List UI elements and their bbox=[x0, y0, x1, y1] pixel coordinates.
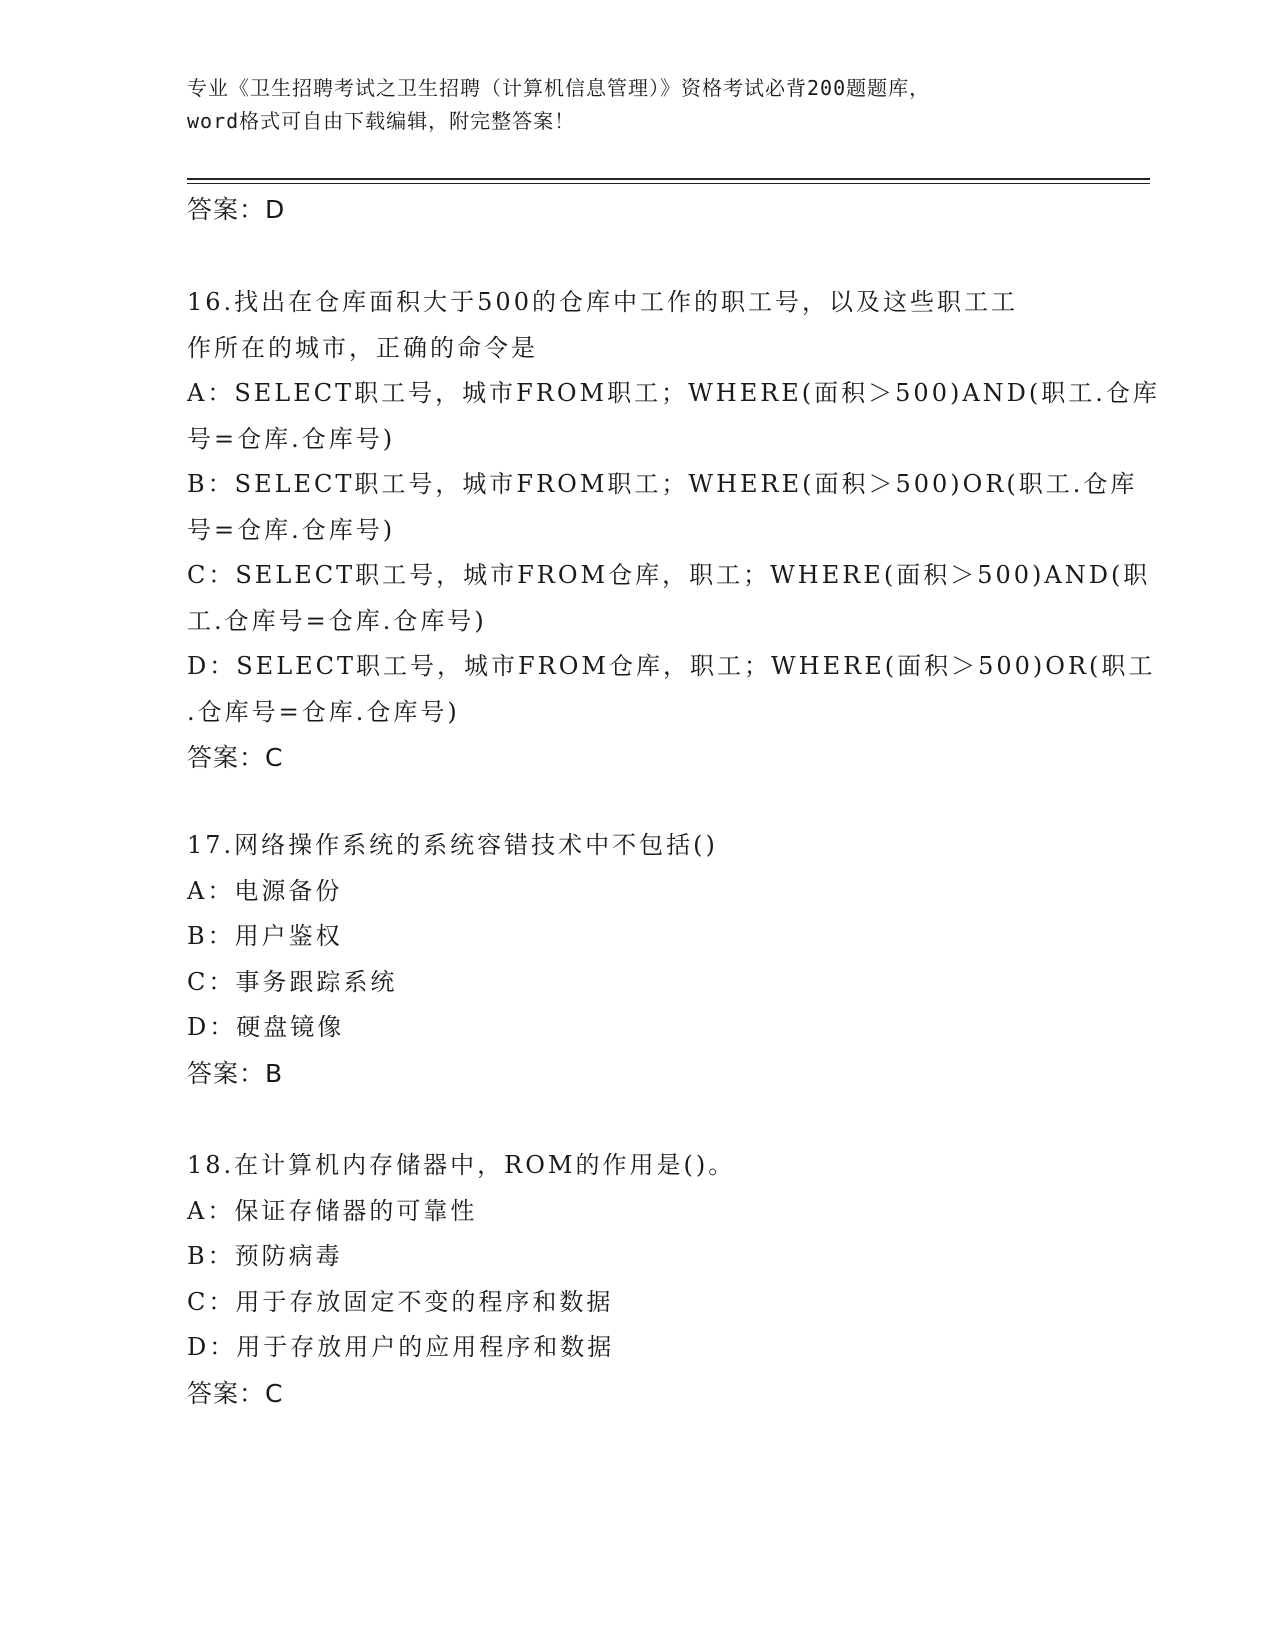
question-17 bbox=[187, 823, 1087, 1097]
option-d: D：硬盘镜像 bbox=[187, 1013, 345, 1041]
header-line-1: 专业《卫生招聘考试之卫生招聘（计算机信息管理）》资格考试必背200题题库， bbox=[187, 76, 931, 100]
question-18 bbox=[187, 1143, 1087, 1417]
question-16 bbox=[187, 280, 1160, 781]
option-c: C：事务跟踪系统 bbox=[187, 967, 398, 996]
answer-line: 答案：D bbox=[187, 195, 286, 224]
answer-line: 答案：C bbox=[187, 1378, 284, 1408]
option-c: C：用于存放固定不变的程序和数据 bbox=[187, 1287, 614, 1316]
question-stem: 作所在的城市，正确的命令是 bbox=[187, 333, 538, 362]
question-stem: 18.在计算机内存储器中，ROM的作用是()。 bbox=[187, 1151, 736, 1179]
previous-answer bbox=[187, 187, 1087, 233]
option-b: B：预防病毒 bbox=[187, 1242, 343, 1270]
header-line-2: word格式可自由下载编辑，附完整答案！ bbox=[187, 109, 576, 133]
option-c: C：SELECT职工号，城市FROM仓库，职工；WHERE(面积＞500)AND(职 bbox=[187, 561, 1151, 589]
header-divider-thick bbox=[187, 178, 1150, 180]
header-divider-thin bbox=[187, 183, 1150, 184]
question-stem: 17.网络操作系统的系统容错技术中不包括() bbox=[187, 831, 718, 859]
question-stem: 16.找出在仓库面积大于500的仓库中工作的职工号，以及这些职工工 bbox=[187, 288, 1018, 316]
option-a-continued: 号=仓库.仓库号) bbox=[187, 424, 396, 453]
option-a: A：电源备份 bbox=[187, 876, 343, 905]
option-a: A：保证存储器的可靠性 bbox=[187, 1196, 478, 1225]
answer-line: 答案：B bbox=[187, 1058, 284, 1088]
option-b: B：SELECT职工号，城市FROM职工；WHERE(面积＞500)OR(职工.仓库 bbox=[187, 470, 1138, 498]
option-d: D：SELECT职工号，城市FROM仓库，职工；WHERE(面积＞500)OR(职工 bbox=[187, 652, 1156, 680]
option-b: B：用户鉴权 bbox=[187, 922, 343, 950]
document-header bbox=[187, 72, 1087, 138]
option-d-continued: .仓库号=仓库.仓库号) bbox=[187, 697, 460, 726]
option-a: A：SELECT职工号，城市FROM职工；WHERE(面积＞500)AND(职工.仓库 bbox=[187, 379, 1160, 407]
option-d: D：用于存放用户的应用程序和数据 bbox=[187, 1333, 615, 1361]
option-c-continued: 工.仓库号=仓库.仓库号) bbox=[187, 606, 487, 635]
answer-line: 答案：C bbox=[187, 743, 284, 772]
option-b-continued: 号=仓库.仓库号) bbox=[187, 515, 396, 544]
